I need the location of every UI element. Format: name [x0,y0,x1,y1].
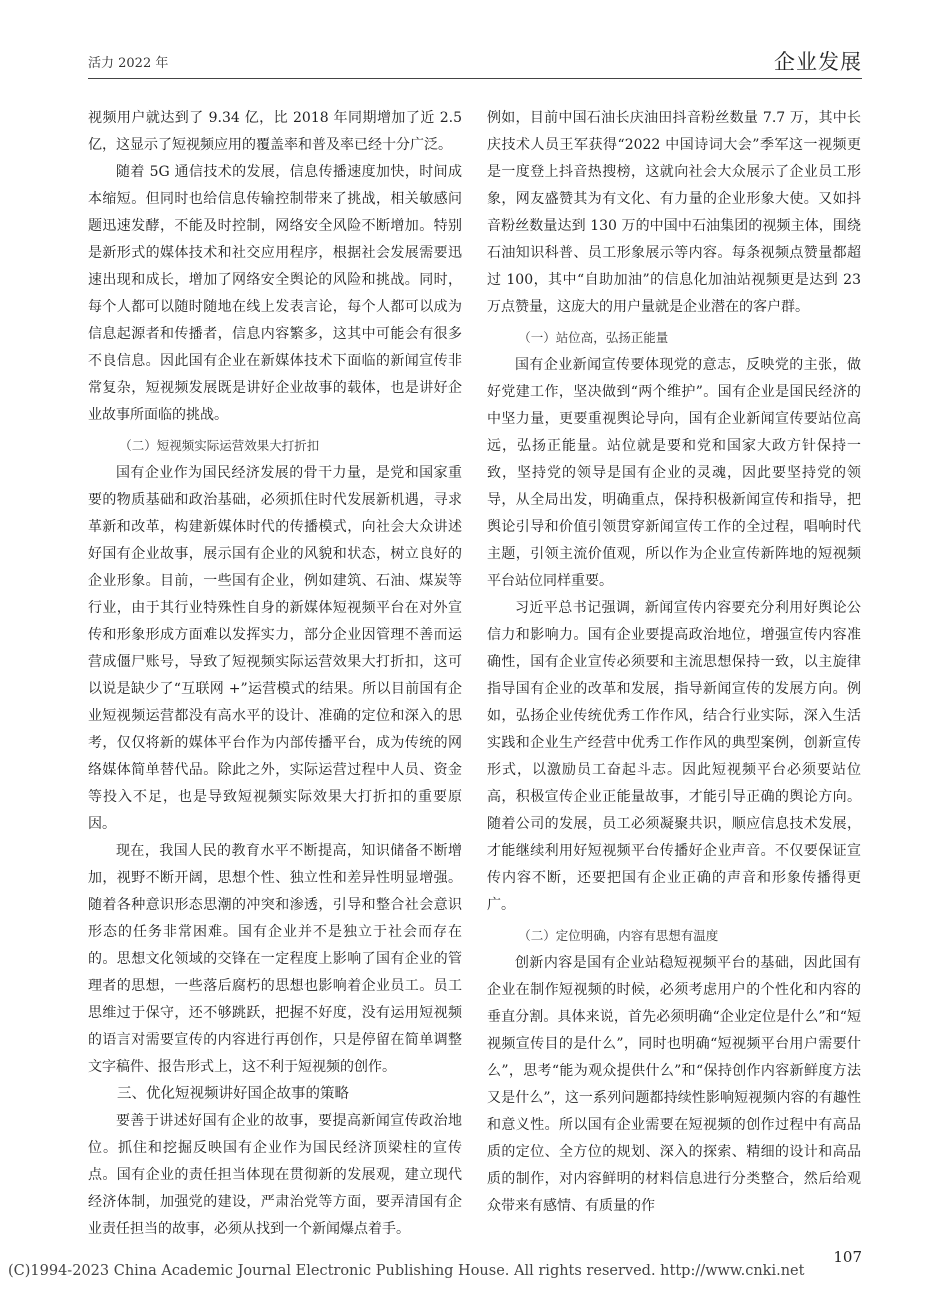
header-rule [88,78,862,79]
right-column [487,105,861,1255]
left-column [88,105,462,1255]
section-heading: 三、优化短视频讲好国企故事的策略 [117,1086,349,1102]
paragraph: 习近平总书记强调，新闻宣传内容要充分利用好舆论公信力和影响力。国有企业要提高政治地位，增强宣传内容准确性，国有企业宣传必须要和主流思想保持一致，以主旋律指导国有企业的改革和发展，指导新闻宣传的发展方向。例如，弘扬企业传统优秀工作作风，结合行业实际，深入生活实践和企业生产经营中优秀工作作风的典型案例，创新宣传形式，以激励员工奋起斗志。因此短视频平台必须要站位高，积极宣传企业正能量故事，才能引导正确的舆论方向。随着公司的发展，员工必须凝聚共识，顺应信息技术发展，才能继续利用好短视频平台传播好企业声音。不仅要保证宣传内容不断，还要把国有企业正确的声音和形象传播得更广。 [487,600,861,913]
paragraph: 例如，目前中国石油长庆油田抖音粉丝数量 7.7 万，其中长庆技术人员王军获得“2022 中国诗词大会”季军这一视频更是一度登上抖音热搜榜，这就向社会大众展示了企业员工形象，网友盛赞其为有文化、有力量的企业形象大使。又如抖音粉丝数量达到 130 万的中国中石油集团的视频主体，围绕石油知识科普、员工形象展示等内容。每条视频点赞量都超过 100，其中“自助加油”的信息化加油站视频更是达到 23 万点赞量，这庞大的用户量就是企业潜在的客户群。 [487,110,861,315]
paragraph: 国有企业作为国民经济发展的骨干力量，是党和国家重要的物质基础和政治基础，必须抓住时代发展新机遇，寻求革新和改革，构建新媒体时代的传播模式，向社会大众讲述好国有企业故事，展示国有企业的风貌和状态，树立良好的企业形象。目前，一些国有企业，例如建筑、石油、煤炭等行业，由于其行业特殊性自身的新媒体短视频平台在对外宣传和形象形成方面难以发挥实力，部分企业因管理不善而运营成僵尸账号，导致了短视频实际运营效果大打折扣，这可以说是缺少了“互联网 +”运营模式的结果。所以目前国有企业短视频运营都没有高水平的设计、准确的定位和深入的思考，仅仅将新的媒体平台作为内部传播平台，成为传统的网络媒体简单替代品。除此之外，实际运营过程中人员、资金等投入不足，也是导致短视频实际效果大打折扣的重要原因。 [88,465,462,832]
paragraph: 要善于讲述好国有企业的故事，要提高新闻宣传政治地位。抓住和挖掘反映国有企业作为国民经济顶梁柱的宣传点。国有企业的责任担当体现在贯彻新的发展观，建立现代经济体制，加强党的建设，严肃治党等方面，要弄清国有企业责任担当的故事，必须从找到一个新闻爆点着手。 [88,1113,462,1237]
paragraph: 国有企业新闻宣传要体现党的意志，反映党的主张，做好党建工作，坚决做到“两个维护”。国有企业是国民经济的中坚力量，更要重视舆论导向，国有企业新闻宣传要站位高远，弘扬正能量。站位就是要和党和国家大政方针保持一致，坚持党的领导是国有企业的灵魂，因此要坚持党的领导，从全局出发，明确重点，保持积极新闻宣传和指导，把舆论引导和价值引领贯穿新闻宣传工作的全过程，唱响时代主题，引领主流价值观，所以作为企业宣传新阵地的短视频平台站位同样重要。 [487,357,861,589]
paragraph: 现在，我国人民的教育水平不断提高，知识储备不断增加，视野不断开阔，思想个性、独立性和差异性明显增强。随着各种意识形态思潮的冲突和渗透，引导和整合社会意识形态的任务非常困难。国有企业并不是独立于社会而存在的。思想文化领域的交锋在一定程度上影响了国有企业的管理者的思想，一些落后腐朽的思想也影响着企业员工。员工思维过于保守，还不够跳跃，把握不好度，没有运用短视频的语言对需要宣传的内容进行再创作，只是停留在简单调整文字稿件、报告形式上，这不利于短视频的创作。 [88,843,462,1075]
paragraph: 视频用户就达到了 9.34 亿，比 2018 年同期增加了近 2.5 亿，这显示了短视频应用的覆盖率和普及率已经十分广泛。 [88,110,462,153]
subheading: （二）短视频实际运营效果大打折扣 [119,438,320,453]
page-header [88,40,862,80]
paragraph: 随着 5G 通信技术的发展，信息传播速度加快，时间成本缩短。但同时也给信息传输控制带来了挑战，相关敏感问题迅速发酵，不能及时控制，网络安全风险不断增加。特别是新形式的媒体技术和社交应用程序，根据社会发展需要迅速出现和成长，增加了网络安全舆论的风险和挑战。同时，每个人都可以随时随地在线上发表言论，每个人都可以成为信息起源者和传播者，信息内容繁多，这其中可能会有很多不良信息。因此国有企业在新媒体技术下面临的新闻宣传非常复杂，短视频发展既是讲好企业故事的载体，也是讲好企业故事所面临的挑战。 [88,164,462,423]
journal-name: 活力 2022 年 [88,56,169,71]
copyright-notice: (C)1994-2023 China Academic Journal Electronic Publishing House. All rights reserved. http://www.cnki.net [8,1263,805,1279]
subheading: （一）站位高，弘扬正能量 [518,330,669,345]
paragraph: 创新内容是国有企业站稳短视频平台的基础，因此国有企业在制作短视频的时候，必须考虑用户的个性化和内容的垂直分割。具体来说，首先必须明确“企业定位是什么”和“短视频宣传目的是什么”，同时也明确“短视频平台用户需要什么”，思考“能为观众提供什么”和“保持创作内容新鲜度方法又是什么”，这一系列问题都持续性影响短视频内容的有趣性和意义性。所以国有企业需要在短视频的创作过程中有高品质的定位、全方位的规划、深入的探索、精细的设计和高品质的制作，对内容鲜明的材料信息进行分类整合，然后给观众带来有感情、有质量的作 [487,955,861,1214]
section-title: 企业发展 [774,50,862,74]
page-number: 107 [833,1248,862,1266]
subheading: （二）定位明确，内容有思想有温度 [518,928,719,943]
